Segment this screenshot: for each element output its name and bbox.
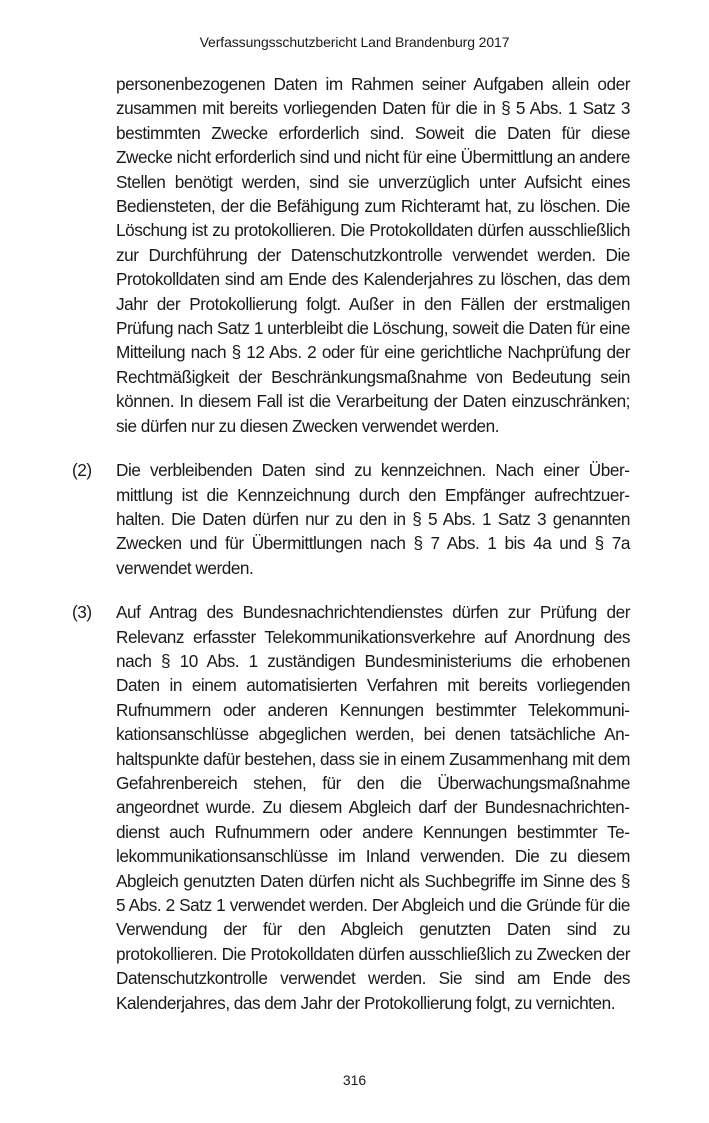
body-text [72,72,630,1015]
paragraph-text: Die verbleibenden Daten sind zu kennzeichnen. Nach einer Übermittlung ist die Kennzeichnung durch den Empfänger aufrechtzuerhalten. Die Daten dürfen nur zu den in § 5 Abs. 1 Satz 3 genannten Zwecken und für Übermittlungen nach § 7 Abs. 1 bis 4a und § 7a verwendet werden. [116,460,630,578]
paragraph-text: Auf Antrag des Bundesnachrichtendienstes dürfen zur Prüfung der Relevanz erfasster Telekommunikationsverkehre auf Anordnung des nach § 10 Abs. 1 zuständigen Bundesministeriums die erhobenen Daten in einem automatisierten Verfahren mit bereits vorliegenden Rufnummern oder anderen Kennungen bestimmter Telekommunikationsanschlüsse abgeglichen werden, bei denen tatsächliche Anhaltspunkte dafür bestehen, dass sie in einem Zusammenhang mit dem Gefahrenbereich stehen, für den die Überwachungsmaßnahme angeordnet wurde. Zu diesem Abgleich darf der Bundesnachrichtendienst auch Rufnummern oder andere Kennungen bestimmter Telekommunikationsanschlüsse im Inland verwenden. Die zu diesem Abgleich genutzten Daten dürfen nicht als Suchbegriffe im Sinne des § 5 Abs. 2 Satz 1 verwendet werden. Der Abgleich und die Gründe für die Verwendung der für den Abgleich genutzten Daten sind zu protokollieren. Die Protokolldaten dürfen ausschließlich zu Zwecken der Datenschutzkontrolle verwendet werden. Sie sind am Ende des Kalenderjahres, das dem Jahr der Protokollierung folgt, zu vernichten. [116,602,630,1013]
page-number: 316 [342,1072,367,1088]
paragraph-continued: personenbezogenen Daten im Rahmen seiner Aufgaben allein oder zusammen mit bereits vorliegenden Daten für die in § 5 Abs. 1 Satz 3 bestimmten Zwecke erforderlich sind. Soweit die Daten für diese Zwecke nicht erforderlich sind und nicht für eine Übermittlung an andere Stellen benötigt werden, sind sie unverzüglich unter Aufsicht eines Bediensteten, der die Befähigung zum Richteramt hat, zu löschen. Die Löschung ist zu protokollieren. Die Protokolldaten dürfen ausschließlich zur Durchführung der Datenschutzkontrolle verwendet werden. Die Protokolldaten sind am Ende des Kalenderjahres zu löschen, das dem Jahr der Protokollierung folgt. Außer in den Fällen der erstmaligen Prüfung nach Satz 1 unterbleibt die Löschung, soweit die Daten für eine Mitteilung nach § 12 Abs. 2 oder für eine gerichtliche Nachprüfung der Rechtmäßigkeit der Beschränkungsmaßnahme von Bedeutung sein können. In diesem Fall ist die Verarbeitung der Daten einzuschränken; sie dürfen nur zu diesen Zwecken verwendet werden. [116,74,630,436]
paragraph-number: (3) [72,602,92,623]
paragraph-number: (2) [72,460,92,481]
paragraph-2 [72,458,630,580]
running-header: Verfassungsschutzbericht Land Brandenburg 2017 [199,34,510,50]
paragraph-3 [72,600,630,1015]
